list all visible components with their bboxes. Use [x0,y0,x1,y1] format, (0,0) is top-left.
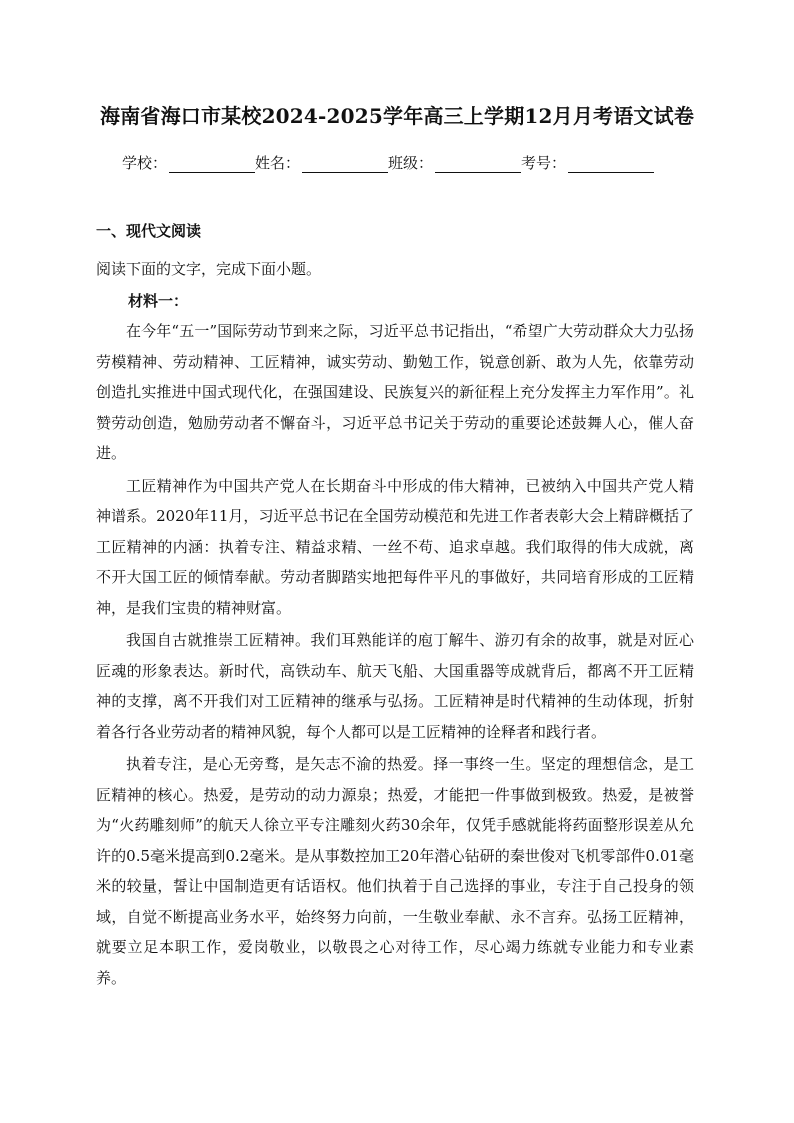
passage-body [96,316,694,995]
school-blank [169,156,255,173]
school-label: 学校： [122,154,168,172]
section-heading: 一、现代文阅读 [96,222,202,240]
student-info-row [122,152,654,173]
material-heading: 材料一： [128,292,189,310]
class-blank [435,156,521,173]
passage-paragraph: 工匠精神作为中国共产党人在长期奋斗中形成的伟大精神，已被纳入中国共产党人精神谱系。2020年11月，习近平总书记在全国劳动模范和先进工作者表彰大会上精辟概括了工匠精神的内涵：执着专注、精益求精、一丝不苟、追求卓越。我们取得的伟大成就，离不开大国工匠的倾情奉献。劳动者脚踏实地把每件平凡的事做好，共同培育形成的工匠精神，是我们宝贵的精神财富。 [96,476,694,617]
exam-number-label: 考号： [521,154,567,172]
exam-number-blank [568,156,654,173]
class-label: 班级： [388,154,434,172]
passage-paragraph: 执着专注，是心无旁骛，是矢志不渝的热爱。择一事终一生。坚定的理想信念，是工匠精神的核心。热爱，是劳动的动力源泉；热爱，才能把一件事做到极致。热爱，是被誉为“火药雕刻师”的航天人徐立平专注雕刻火药30余年，仅凭手感就能将药面整形误差从允许的0.5毫米提高到0.2毫米。是从事数控加工20年潜心钻研的秦世俊对飞机零部件0.01毫米的较量，誓让中国制造更有话语权。他们执着于自己选择的事业，专注于自己投身的领域，自觉不断提高业务水平，始终努力向前，一生敬业奉献、永不言弃。弘扬工匠精神，就要立足本职工作，爱岗敬业，以敬畏之心对待工作，尽心竭力练就专业能力和专业素养。 [96,755,694,987]
document-title: 海南省海口市某校2024-2025学年高三上学期12月月考语文试卷 [99,104,695,128]
reading-instruction: 阅读下面的文字，完成下面小题。 [96,260,322,278]
name-label: 姓名： [255,154,301,172]
passage-paragraph: 我国自古就推崇工匠精神。我们耳熟能详的庖丁解牛、游刃有余的故事，就是对匠心匠魂的形象表达。新时代，高铁动车、航天飞船、大国重器等成就背后，都离不开工匠精神的支撑，离不开我们对工匠精神的继承与弘扬。工匠精神是时代精神的生动体现，折射着各行各业劳动者的精神风貌，每个人都可以是工匠精神的诠释者和践行者。 [96,631,694,741]
passage-paragraph: 在今年“五一”国际劳动节到来之际，习近平总书记指出，“希望广大劳动群众大力弘扬劳模精神、劳动精神、工匠精神，诚实劳动、勤勉工作，锐意创新、敢为人先，依靠劳动创造扎实推进中国式现代化，在强国建设、民族复兴的新征程上充分发挥主力军作用”。礼赞劳动创造，勉励劳动者不懈奋斗，习近平总书记关于劳动的重要论述鼓舞人心，催人奋进。 [96,322,694,462]
name-blank [302,156,388,173]
